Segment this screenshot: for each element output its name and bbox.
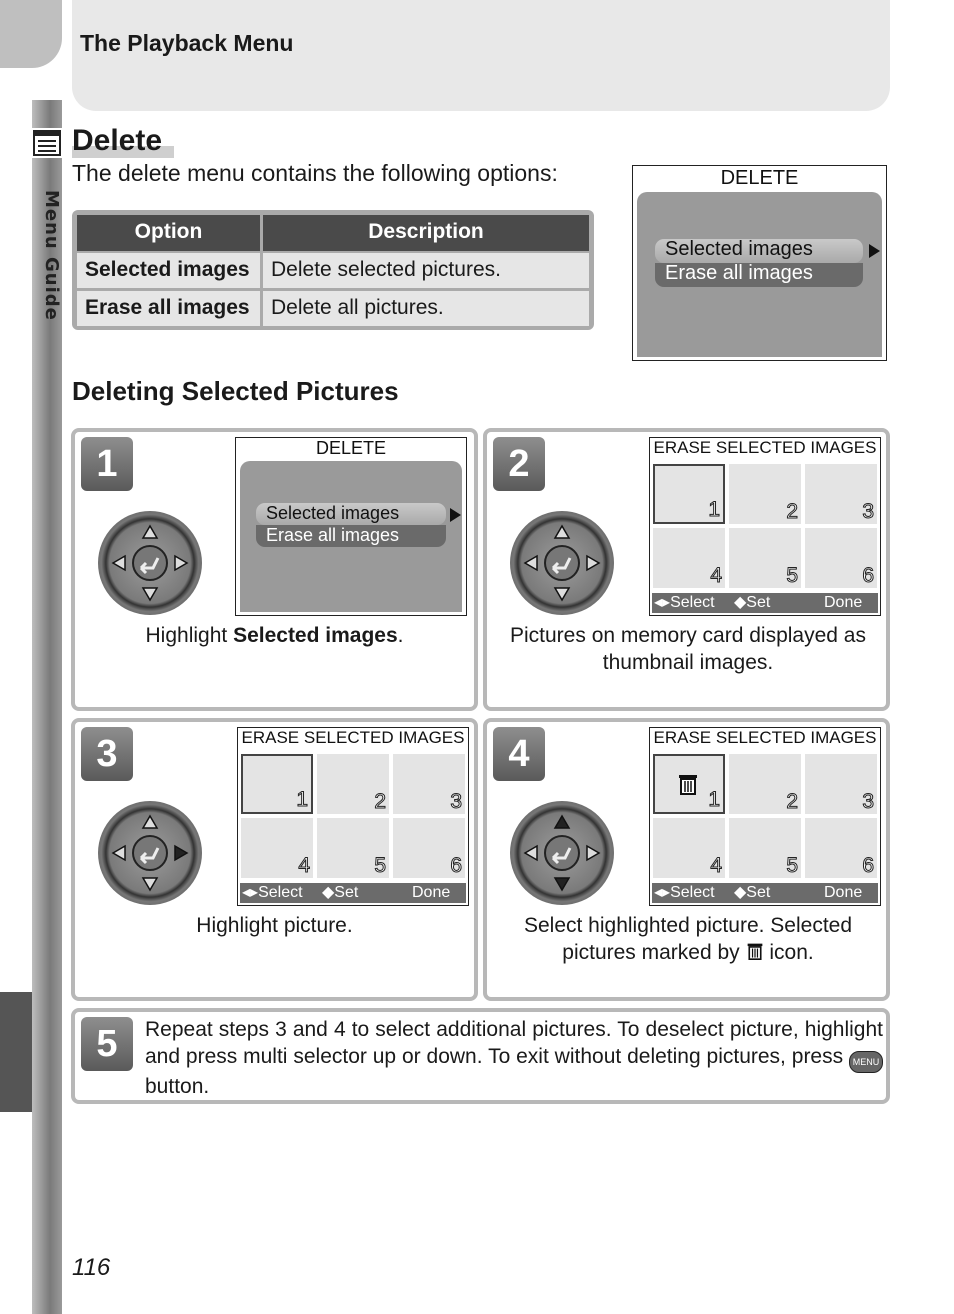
help-bar: ◂▸Select ◆Set Done [652, 593, 878, 613]
step-2-panel [483, 428, 890, 711]
step-3-panel [71, 718, 478, 1001]
step-4-panel [483, 718, 890, 1001]
step-number: 4 [493, 727, 545, 781]
table-row-description: Delete selected pictures. [263, 253, 589, 288]
table-header-description: Description [263, 215, 589, 251]
thumbnail: 5 [729, 528, 801, 588]
step-caption: Repeat steps 3 and 4 to select additional pictures. To deselect picture, highlight and press multi selector up or down. To exit without deleting pictures, press MENU button. [145, 1018, 883, 1098]
trash-icon [746, 940, 764, 962]
trash-icon [677, 772, 699, 796]
thumbnail: 6 [805, 528, 877, 588]
thumbnail: 5 [317, 818, 389, 878]
menu-item-selected-images: Selected images [665, 238, 813, 260]
table-row-option: Selected images [77, 253, 260, 288]
right-arrow-icon [869, 244, 880, 258]
thumbnail-grid [652, 462, 878, 588]
step-number: 3 [81, 727, 133, 781]
help-bar: ◂▸Select ◆Set Done [240, 883, 466, 903]
page-number: 116 [72, 1254, 111, 1281]
thumbnail: 1 [653, 754, 725, 814]
screen-title: ERASE SELECTED IMAGES [650, 728, 880, 748]
thumbnail: 2 [729, 754, 801, 814]
delete-menu-screen [235, 437, 467, 616]
multi-selector-icon [510, 801, 614, 905]
option-table [72, 210, 594, 330]
menu-item-selected-images: Selected images [266, 503, 400, 523]
thumbnail-screen [649, 437, 881, 616]
thumbnail: 1 [653, 464, 725, 524]
step-1-panel [71, 428, 478, 711]
thumbnail-screen [237, 727, 469, 906]
page-title: Delete [72, 124, 174, 158]
corner-tab [0, 0, 62, 68]
thumbnail: 4 [653, 818, 725, 878]
menu-item-erase-all: Erase all images [266, 525, 400, 545]
thumbnail: 3 [393, 754, 465, 814]
table-header-option: Option [77, 215, 260, 251]
screen-title: ERASE SELECTED IMAGES [650, 438, 880, 458]
thumbnail: 5 [729, 818, 801, 878]
delete-menu-screen [632, 165, 887, 361]
screen-title: ERASE SELECTED IMAGES [238, 728, 468, 748]
thumbnail-grid [652, 752, 878, 878]
step-number: 5 [81, 1017, 133, 1071]
thumbnail: 2 [317, 754, 389, 814]
table-row-description: Delete all pictures. [263, 291, 589, 326]
thumbnail-screen [649, 727, 881, 906]
step-caption: Pictures on memory card displayed as thumbnail images. [510, 624, 866, 674]
table-row-option: Erase all images [77, 291, 260, 326]
menu-guide-icon [32, 128, 62, 158]
thumbnail: 6 [393, 818, 465, 878]
subheading: Deleting Selected Pictures [72, 376, 399, 406]
section-header: The Playback Menu [80, 30, 294, 56]
thumbnail: 4 [241, 818, 313, 878]
step-5-panel [71, 1008, 890, 1104]
thumbnail: 4 [653, 528, 725, 588]
thumbnail: 3 [805, 464, 877, 524]
help-bar: ◂▸Select ◆Set Done [652, 883, 878, 903]
thumbnail: 6 [805, 818, 877, 878]
menu-button-icon: MENU [849, 1051, 883, 1073]
thumbnail-grid [240, 752, 466, 878]
thumbnail: 1 [241, 754, 313, 814]
right-arrow-icon [450, 508, 461, 522]
menu-item-erase-all: Erase all images [665, 262, 813, 284]
thumbnail: 2 [729, 464, 801, 524]
multi-selector-icon [98, 801, 202, 905]
screen-title: DELETE [315, 438, 387, 458]
multi-selector-icon [510, 511, 614, 615]
screen-title: DELETE [720, 167, 799, 189]
multi-selector-icon [98, 511, 202, 615]
side-section-marker [0, 992, 32, 1112]
step-number: 2 [493, 437, 545, 491]
intro-text: The delete menu contains the following options: [72, 160, 558, 186]
side-label: Menu Guide [41, 190, 62, 321]
step-number: 1 [81, 437, 133, 491]
thumbnail: 3 [805, 754, 877, 814]
step-caption: Select highlighted picture. Selected pictures marked by icon. [523, 914, 853, 964]
step-caption: Highlight picture. [196, 914, 353, 937]
step-caption: Highlight Selected images. [145, 624, 404, 647]
